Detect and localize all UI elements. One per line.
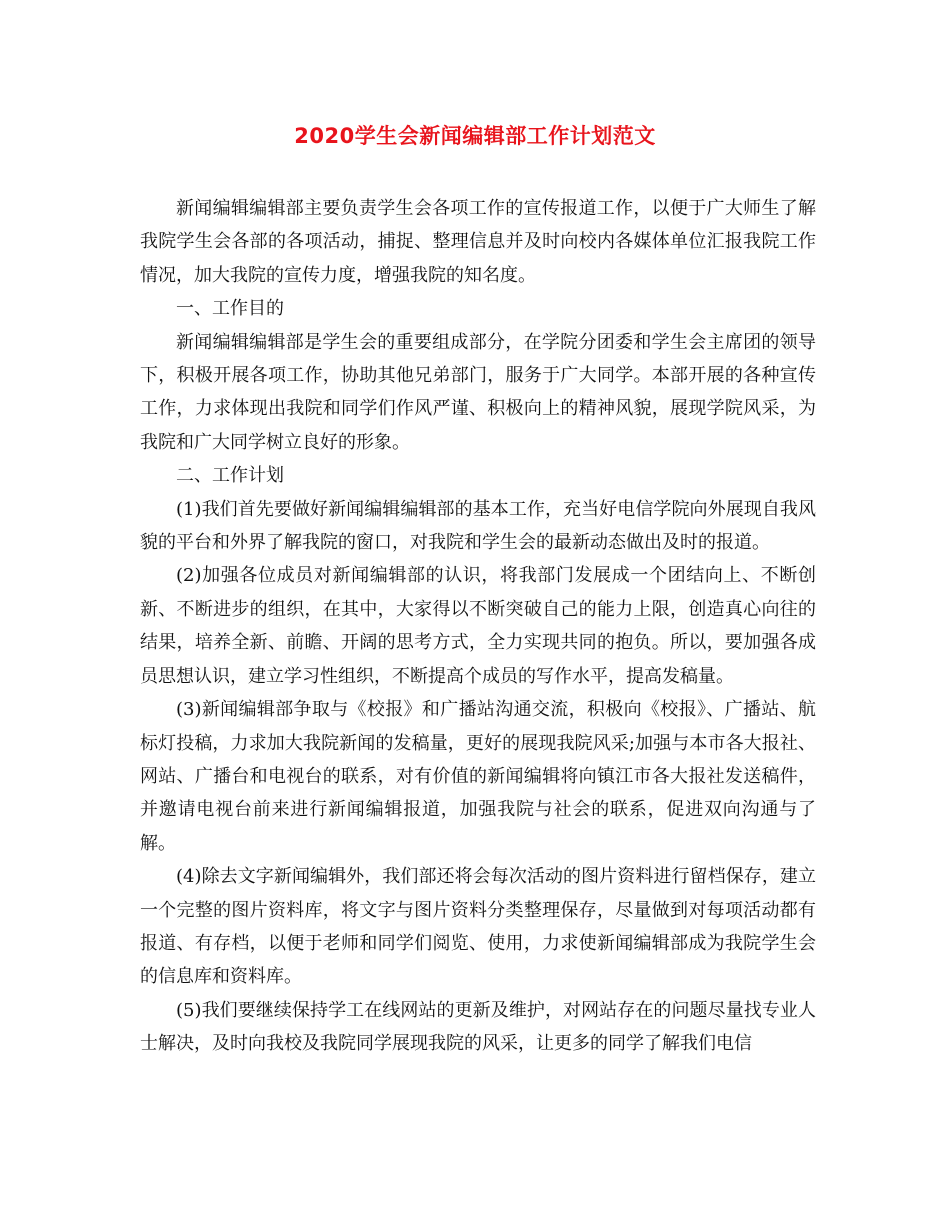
plan-item-2: (2)加强各位成员对新闻编辑部的认识，将我部门发展成一个团结向上、不断创新、不断进步的组织，在其中，大家得以不断突破自己的能力上限，创造真心向往的结果，培养全新、前瞻、开阔的思考方式，全力实现共同的抱负。所以，要加强各成员思想认识，建立学习性组织，不断提高个成员的写作水平，提高发稿量。: [140, 565, 816, 687]
plan-item-1: (1)我们首先要做好新闻编辑编辑部的基本工作，充当好电信学院向外展现自我风貌的平台和外界了解我院的窗口，对我院和学生会的最新动态做出及时的报道。: [140, 498, 816, 554]
section-heading-purpose: 一、工作目的: [176, 298, 284, 320]
paragraph-intro: 新闻编辑编辑部主要负责学生会各项工作的宣传报道工作，以便于广大师生了解我院学生会各部的各项活动，捕捉、整理信息并及时向校内各媒体单位汇报我院工作情况，加大我院的宣传力度，增强我院的知名度。: [140, 198, 816, 286]
plan-item-4: (4)除去文字新闻编辑外，我们部还将会每次活动的图片资料进行留档保存，建立一个完整的图片资料库，将文字与图片资料分类整理保存，尽量做到对每项活动都有报道、有存档，以便于老师和同学们阅览、使用，力求使新闻编辑部成为我院学生会的信息库和资料库。: [140, 866, 816, 988]
plan-item-5: (5)我们要继续保持学工在线网站的更新及维护，对网站存在的问题尽量找专业人士解决，及时向我校及我院同学展现我院的风采，让更多的同学了解我们电信: [140, 999, 816, 1055]
document-body: [140, 192, 816, 1061]
document-title: 2020学生会新闻编辑部工作计划范文: [294, 124, 656, 148]
plan-item-3: (3)新闻编辑部争取与《校报》和广播站沟通交流，积极向《校报》、广播站、航标灯投稿，力求加大我院新闻的发稿量，更好的展现我院风采;加强与本市各大报社、网站、广播台和电视台的联系，对有价值的新闻编辑将向镇江市各大报社发送稿件，并邀请电视台前来进行新闻编辑报道，加强我院与社会的联系，促进双向沟通与了解。: [140, 699, 816, 854]
paragraph-purpose: 新闻编辑编辑部是学生会的重要组成部分，在学院分团委和学生会主席团的领导下，积极开展各项工作，协助其他兄弟部门，服务于广大同学。本部开展的各种宣传工作，力求体现出我院和同学们作风严谨、积极向上的精神风貌，展现学院风采，为我院和广大同学树立良好的形象。: [140, 331, 816, 453]
section-heading-plan: 二、工作计划: [176, 465, 284, 487]
